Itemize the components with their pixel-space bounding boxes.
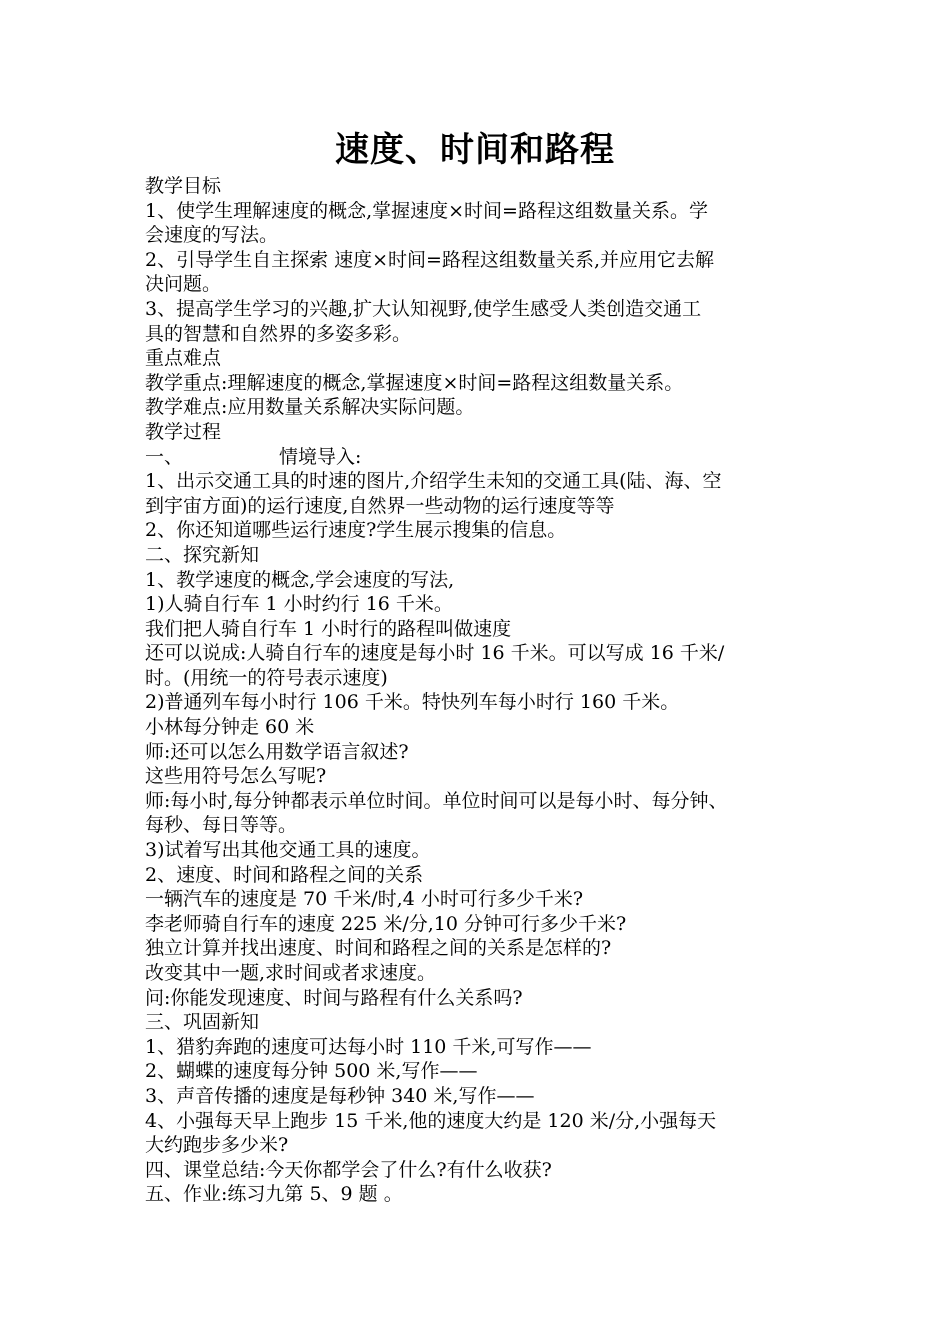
text-line: 到宇宙方面)的运行速度,自然界一些动物的运行速度等等 [145, 494, 615, 517]
text-line: 会速度的写法。 [145, 224, 279, 247]
text-line: 3)试着写出其他交通工具的速度。 [145, 839, 431, 862]
text-line: 教学目标 [145, 175, 222, 197]
text-line: 2)普通列车每小时行 106 千米。特快列车每小时行 160 千米。 [145, 691, 680, 714]
text-line: 2、速度、时间和路程之间的关系 [145, 863, 424, 886]
text-line: 大约跑步多少米? [145, 1134, 289, 1157]
text-line: 问:你能发现速度、时间与路程有什么关系吗? [145, 986, 523, 1009]
text-line: 三、巩固新知 [145, 1011, 260, 1034]
text-line: 这些用符号怎么写呢? [145, 765, 327, 788]
text-line: 1、教学速度的概念,学会速度的写法, [145, 568, 455, 591]
text-line: 改变其中一题,求时间或者求速度。 [145, 962, 437, 984]
text-line: 教学难点:应用数量关系解决实际问题。 [145, 396, 475, 419]
text-line: 决问题。 [145, 273, 222, 296]
text-line: 每秒、每日等等。 [145, 814, 298, 837]
text-line: 2、你还知道哪些运行速度?学生展示搜集的信息。 [145, 519, 567, 542]
page-title: 速度、时间和路程 [335, 130, 615, 170]
intro-line [145, 445, 835, 470]
text-line: 4、小强每天早上跑步 15 千米,他的速度大约是 120 米/分,小强每天 [145, 1109, 717, 1132]
section-number: 一、 [145, 445, 184, 468]
text-line: 2、引导学生自主探索 速度×时间=路程这组数量关系,并应用它去解 [145, 248, 715, 271]
text-line: 时。(用统一的符号表示速度) [145, 666, 388, 689]
text-line: 二、探究新知 [145, 543, 260, 566]
text-line: 具的智慧和自然界的多姿多彩。 [145, 322, 412, 345]
text-line: 1、猎豹奔跑的速度可达每小时 110 千米,可写作—— [145, 1035, 592, 1058]
intro-heading: 情境导入: [279, 445, 362, 468]
text-line: 独立计算并找出速度、时间和路程之间的关系是怎样的? [145, 937, 612, 960]
document-body [145, 174, 835, 1207]
text-line: 李老师骑自行车的速度 225 米/分,10 分钟可行多少千米? [145, 912, 627, 935]
text-line: 教学过程 [145, 420, 222, 443]
text-line: 教学重点:理解速度的概念,掌握速度×时间=路程这组数量关系。 [145, 371, 684, 394]
text-line: 重点难点 [145, 347, 222, 370]
text-line: 还可以说成:人骑自行车的速度是每小时 16 千米。可以写成 16 千米/ [145, 642, 725, 665]
text-line: 一辆汽车的速度是 70 千米/时,4 小时可行多少千米? [145, 888, 584, 911]
text-line: 小林每分钟走 60 米 [145, 716, 315, 739]
text-line: 2、蝴蝶的速度每分钟 500 米,写作—— [145, 1060, 478, 1083]
text-line: 五、作业:练习九第 5、9 题 。 [145, 1183, 403, 1206]
text-line: 师:每小时,每分钟都表示单位时间。单位时间可以是每小时、每分钟、 [145, 789, 728, 812]
text-line: 1)人骑自行车 1 小时约行 16 千米。 [145, 593, 453, 616]
text-line: 1、出示交通工具的时速的图片,介绍学生未知的交通工具(陆、海、空 [145, 470, 722, 493]
text-line: 3、提高学生学习的兴趣,扩大认知视野,使学生感受人类创造交通工 [145, 297, 702, 320]
text-line: 四、课堂总结:今天你都学会了什么?有什么收获? [145, 1158, 552, 1181]
text-line: 3、声音传播的速度是每秒钟 340 米,写作—— [145, 1084, 535, 1107]
text-line: 我们把人骑自行车 1 小时行的路程叫做速度 [145, 617, 512, 640]
text-line: 1、使学生理解速度的概念,掌握速度×时间=路程这组数量关系。学 [145, 199, 708, 222]
text-line: 师:还可以怎么用数学语言叙述? [145, 740, 409, 763]
